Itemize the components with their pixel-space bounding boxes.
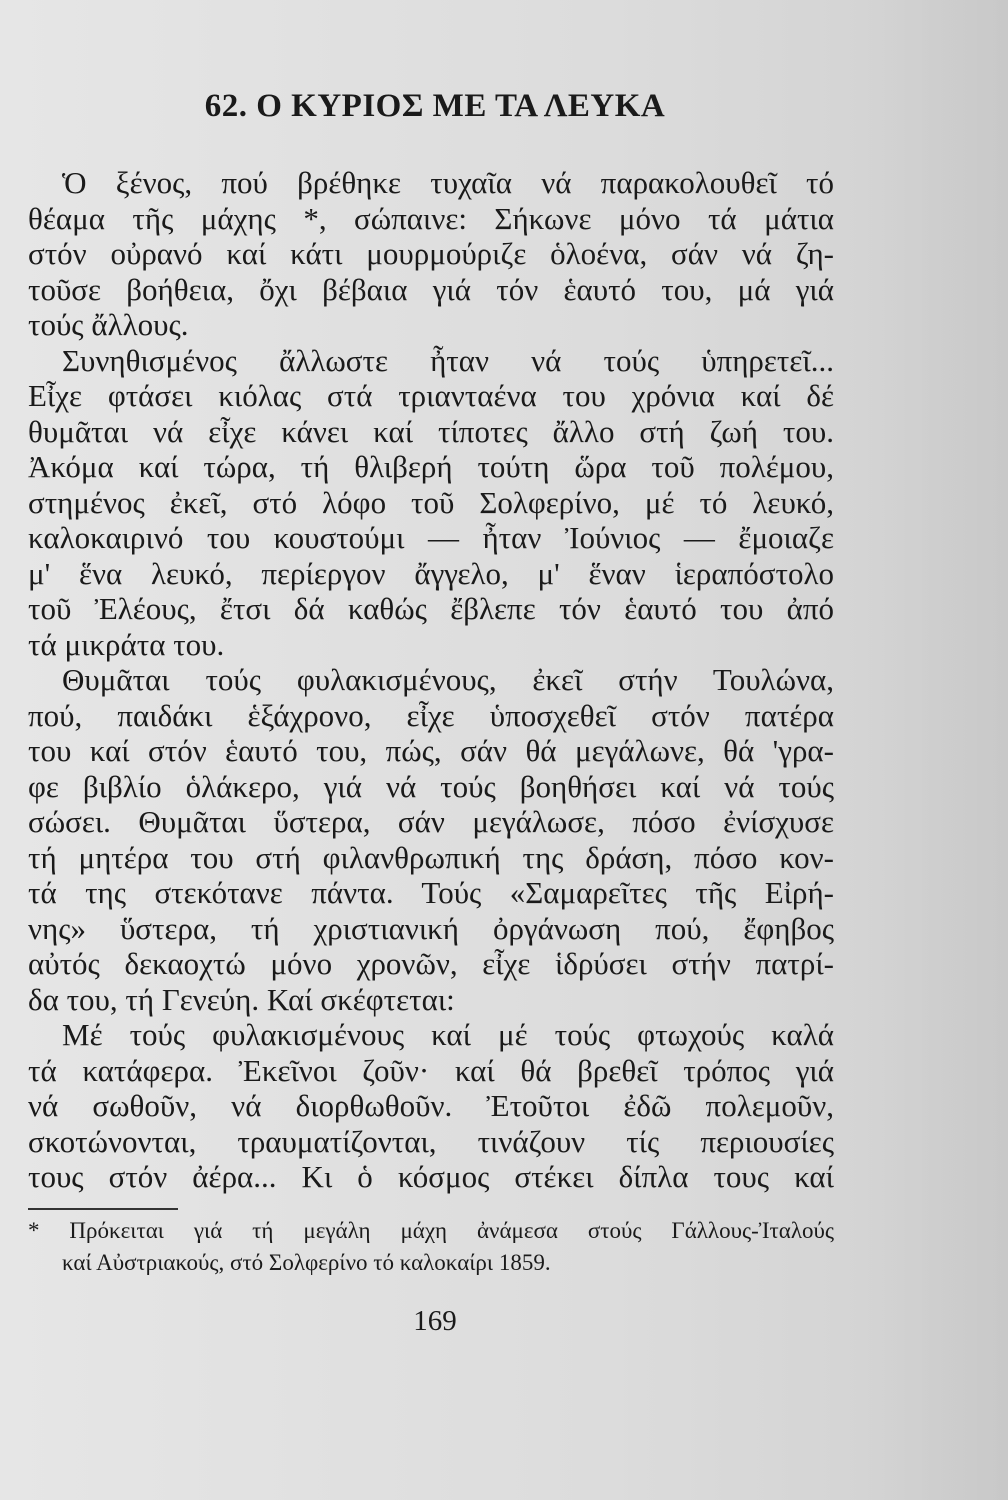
text-line: πού, παιδάκι ἑξάχρονο, εἶχε ὑποσχεθεῖ στόν πατέρα	[28, 698, 834, 733]
footnote-line: * Πρόκειται γιά τή μεγάλη μάχη ἀνάμεσα στούς Γάλλους-Ἰταλούς	[28, 1218, 834, 1243]
footnote-line: καί Αὐστριακούς, στό Σολφερίνο τό καλοκαίρι 1859.	[62, 1250, 551, 1275]
text-line: νης» ὕστερα, τή χριστιανική ὀργάνωση πού, ἔφηβος	[28, 911, 834, 946]
text-line: θυμᾶται νά εἶχε κάνει καί τίποτες ἄλλο στή ζωή του.	[28, 414, 834, 449]
page-edge-shadow	[858, 0, 1008, 1500]
text-line: καλοκαιρινό του κουστούμι — ἦταν Ἰούνιος — ἔμοιαζε	[28, 520, 834, 555]
text-line: Ὁ ξένος, πού βρέθηκε τυχαῖα νά παρακολουθεῖ τό	[62, 165, 834, 200]
text-line: δα του, τή Γενεύη. Καί σκέφτεται:	[28, 982, 455, 1017]
text-line: του καί στόν ἑαυτό του, πώς, σάν θά μεγάλωνε, θά 'γρα-	[28, 733, 834, 768]
text-line: νά σωθοῦν, νά διορθωθοῦν. Ἐτοῦτοι ἐδῶ πολεμοῦν,	[28, 1088, 834, 1123]
text-line: θέαμα τῆς μάχης *, σώπαινε: Σήκωνε μόνο τά μάτια	[28, 201, 834, 236]
text-line: φε βιβλίο ὁλάκερο, γιά νά τούς βοηθήσει καί νά τούς	[28, 769, 834, 804]
text-line: Ἀκόμα καί τώρα, τή θλιβερή τούτη ὥρα τοῦ πολέμου,	[28, 449, 834, 484]
text-line: τους στόν ἀέρα... Κι ὁ κόσμος στέκει δίπλα τους καί	[28, 1159, 834, 1194]
text-line: τά μικράτα του.	[28, 627, 225, 662]
text-line: τούς ἄλλους.	[28, 307, 189, 342]
page-number: 169	[413, 1305, 457, 1337]
text-line: τή μητέρα του στή φιλανθρωπική της δράση, πόσο κον-	[28, 840, 834, 875]
text-line: τά κατάφερα. Ἐκεῖνοι ζοῦν· καί θά βρεθεῖ τρόπος γιά	[28, 1053, 834, 1088]
text-line: σκοτώνονται, τραυματίζονται, τινάζουν τίς περιουσίες	[28, 1124, 834, 1159]
footnote-rule	[28, 1208, 178, 1210]
text-line: τοῦ Ἐλέους, ἔτσι δά καθώς ἔβλεπε τόν ἑαυτό του ἀπό	[28, 591, 834, 626]
text-line: τά της στεκότανε πάντα. Τούς «Σαμαρεῖτες τῆς Εἰρή-	[28, 875, 834, 910]
text-line: Μέ τούς φυλακισμένους καί μέ τούς φτωχούς καλά	[62, 1017, 834, 1052]
text-line: τοῦσε βοήθεια, ὄχι βέβαια γιά τόν ἑαυτό του, μά γιά	[28, 272, 834, 307]
text-line: αὐτός δεκαοχτώ μόνο χρονῶν, εἶχε ἱδρύσει στήν πατρί-	[28, 946, 834, 981]
text-line: στόν οὐρανό καί κάτι μουρμούριζε ὁλοένα, σάν νά ζη-	[28, 236, 834, 271]
text-line: μ' ἕνα λευκό, περίεργον ἄγγελο, μ' ἕναν ἱεραπόστολο	[28, 556, 834, 591]
text-line: στημένος ἐκεῖ, στό λόφο τοῦ Σολφερίνο, μέ τό λευκό,	[28, 485, 834, 520]
text-line: Θυμᾶται τούς φυλακισμένους, ἐκεῖ στήν Τουλώνα,	[62, 662, 834, 697]
text-line: σώσει. Θυμᾶται ὕστερα, σάν μεγάλωσε, πόσο ἐνίσχυσε	[28, 804, 834, 839]
text-line: Εἶχε φτάσει κιόλας στά τριανταένα του χρόνια καί δέ	[28, 378, 834, 413]
chapter-title: 62. Ο ΚΥΡΙΟΣ ΜΕ ΤΑ ΛΕΥΚΑ	[204, 88, 666, 124]
text-line: Συνηθισμένος ἄλλωστε ἦταν νά τούς ὑπηρετεῖ...	[62, 343, 834, 378]
